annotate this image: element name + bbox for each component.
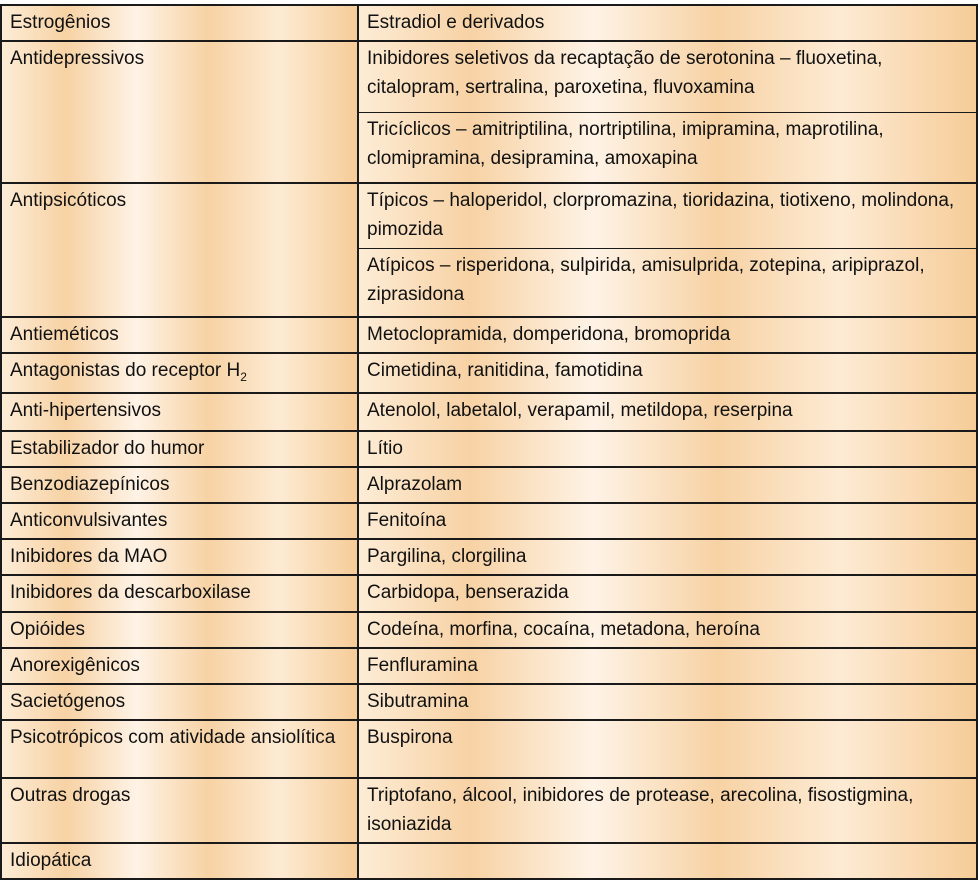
drugs-cell: Codeína, morfina, cocaína, metadona, heroína <box>358 612 977 648</box>
table-row <box>1 317 977 353</box>
drugs-cell: Metoclopramida, domperidona, bromoprida <box>358 317 977 353</box>
table-row <box>1 5 977 41</box>
table-row <box>1 843 977 879</box>
drugs-cell: Sibutramina <box>358 684 977 720</box>
table-row <box>1 648 977 684</box>
subgroup-item: Tricíclicos – amitriptilina, nortriptilina, imipramina, maprotilina, clomipramina, desipramina, amoxapina <box>359 112 976 182</box>
class-cell: Anorexigênicos <box>1 648 358 684</box>
drugs-cell: Buspirona <box>358 720 977 778</box>
drugs-cell: Alprazolam <box>358 467 977 503</box>
table-row <box>1 684 977 720</box>
subgroup-item: Inibidores seletivos da recaptação de serotonina – fluoxetina, citalopram, sertralina, paroxetina, fluvoxamina <box>367 48 883 98</box>
class-cell: Antieméticos <box>1 317 358 353</box>
class-cell: Anti-hipertensivos <box>1 393 358 431</box>
class-cell: Antipsicóticos <box>1 183 358 317</box>
class-label: Antagonistas do receptor H <box>10 360 241 381</box>
class-cell: Idiopática <box>1 843 358 879</box>
class-subscript: 2 <box>240 369 247 384</box>
drugs-cell: Fenitoína <box>358 503 977 539</box>
table-row <box>1 183 977 317</box>
class-cell: Inibidores da MAO <box>1 539 358 575</box>
class-cell: Opióides <box>1 612 358 648</box>
table-row <box>1 575 977 612</box>
table-row <box>1 503 977 539</box>
class-cell: Benzodiazepínicos <box>1 467 358 503</box>
class-cell: Sacietógenos <box>1 684 358 720</box>
table-row <box>1 393 977 431</box>
subgroup-list <box>359 184 976 316</box>
class-cell: Anticonvulsivantes <box>1 503 358 539</box>
drugs-cell: Carbidopa, benserazida <box>358 575 977 612</box>
class-cell: Antidepressivos <box>1 41 358 183</box>
table-row <box>1 778 977 843</box>
class-cell: Outras drogas <box>1 778 358 843</box>
drug-class-table <box>0 4 978 880</box>
class-cell <box>1 353 358 393</box>
class-cell: Psicotrópicos com atividade ansiolítica <box>1 720 358 778</box>
drugs-cell: Pargilina, clorgilina <box>358 539 977 575</box>
table-row <box>1 431 977 467</box>
drugs-cell <box>358 183 977 317</box>
drugs-cell: Fenfluramina <box>358 648 977 684</box>
class-cell: Estabilizador do humor <box>1 431 358 467</box>
table-row <box>1 41 977 183</box>
table-row <box>1 353 977 393</box>
drugs-cell: Lítio <box>358 431 977 467</box>
class-cell: Estrogênios <box>1 5 358 41</box>
drugs-cell: Cimetidina, ranitidina, famotidina <box>358 353 977 393</box>
subgroup-list <box>359 42 976 182</box>
drugs-cell: Triptofano, álcool, inibidores de protease, arecolina, fisostigmina, isoniazida <box>358 778 977 843</box>
table-body <box>1 5 977 879</box>
table-row <box>1 467 977 503</box>
subgroup-item: Atípicos – risperidona, sulpirida, amisulprida, zotepina, aripiprazol, ziprasidona <box>359 248 976 316</box>
drugs-cell: Estradiol e derivados <box>358 5 977 41</box>
drugs-cell <box>358 41 977 183</box>
subgroup-item: Típicos – haloperidol, clorpromazina, tioridazina, tiotixeno, molindona, pimozida <box>367 190 955 240</box>
table-row <box>1 539 977 575</box>
drugs-cell: Atenolol, labetalol, verapamil, metildopa, reserpina <box>358 393 977 431</box>
drugs-cell <box>358 843 977 879</box>
table-row <box>1 720 977 778</box>
class-cell: Inibidores da descarboxilase <box>1 575 358 612</box>
table-row <box>1 612 977 648</box>
